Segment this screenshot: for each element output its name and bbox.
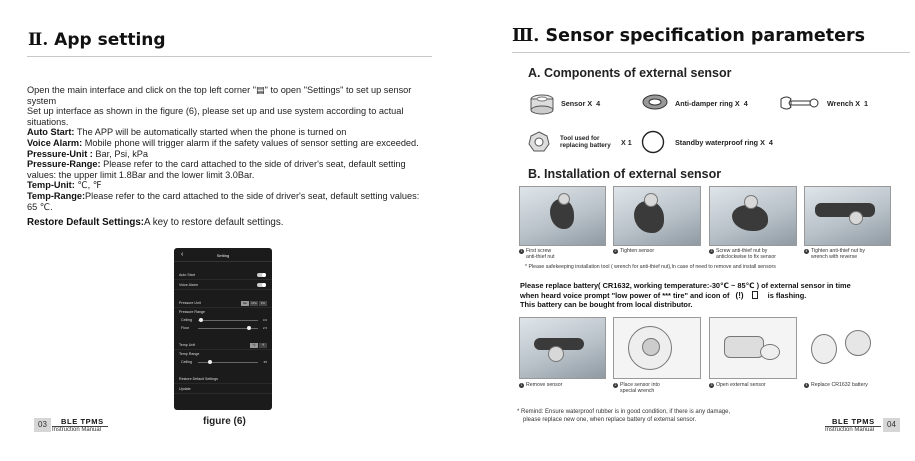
replace-step-2 bbox=[613, 382, 660, 394]
voice-alarm-item bbox=[27, 138, 432, 149]
page-number: 03 bbox=[34, 418, 51, 432]
phone-pressure-range-heading: Pressure Range bbox=[179, 310, 205, 314]
remind-line-2: please replace new one, when replace battery of external sensor. bbox=[523, 417, 697, 423]
step-number: 4 bbox=[805, 249, 808, 253]
temp-range-text: Please refer to the card attached to the side of driver's seat, default setting values: 65 ℃. bbox=[27, 190, 420, 212]
phone-temp-unit-label: Temp Unit bbox=[179, 343, 196, 347]
footer-subtitle: Instruction Manual bbox=[825, 427, 875, 433]
waterproof-ring-icon bbox=[641, 130, 665, 154]
warning-line-2 bbox=[520, 291, 915, 301]
standby-ring-component bbox=[675, 138, 774, 147]
heading-text: App setting bbox=[48, 30, 166, 50]
step-number: 3 bbox=[710, 383, 713, 387]
restore-item bbox=[27, 218, 432, 229]
floor-value: 2.5 bbox=[262, 326, 267, 330]
phone-voice-alarm-row[interactable] bbox=[174, 280, 272, 290]
back-arrow-icon[interactable]: ‹ bbox=[181, 251, 184, 258]
wrench-icon bbox=[779, 95, 819, 111]
replace-step-1 bbox=[519, 382, 562, 388]
step-text: Tighten anti-thief nut by bbox=[811, 248, 866, 254]
phone-temp-unit-row bbox=[174, 340, 272, 350]
wrench-label: Wrench bbox=[827, 99, 854, 108]
step-text-2: special wrench bbox=[620, 388, 655, 395]
pressure-ceiling-row bbox=[174, 316, 272, 324]
pressure-unit-segment[interactable] bbox=[241, 301, 267, 306]
figure-caption: figure (6) bbox=[203, 416, 246, 427]
battery-tool-label-1: Tool used for bbox=[560, 135, 600, 142]
replace-photo-2 bbox=[613, 317, 701, 379]
right-page bbox=[470, 0, 915, 461]
phone-auto-start-row[interactable] bbox=[174, 270, 272, 280]
step-number: 4 bbox=[805, 383, 808, 387]
replace-photo-4 bbox=[804, 317, 891, 379]
restore-label: Restore Default Settings: bbox=[27, 217, 145, 229]
battery-icon bbox=[752, 291, 758, 299]
phone-voice-alarm-label: Voice Alarm bbox=[179, 283, 198, 287]
voice-alarm-text: Mobile phone will trigger alarm if the safety values of sensor setting are exceeded. bbox=[82, 137, 419, 148]
left-page bbox=[0, 0, 457, 461]
step-number: 1 bbox=[520, 383, 523, 387]
low-battery-icon: (!) bbox=[735, 290, 744, 300]
install-photo-3 bbox=[709, 186, 797, 246]
segment-celsius[interactable]: ℃ bbox=[250, 343, 258, 348]
floor-label: Floor bbox=[181, 326, 190, 330]
slider-knob[interactable] bbox=[208, 360, 212, 364]
phone-restore-row[interactable]: Restore Default Settings bbox=[174, 374, 272, 384]
heading-text: Sensor specification parameters bbox=[539, 26, 866, 46]
warning-line-2-text: when heard voice prompt "low power of *** tire" and icon of bbox=[520, 290, 730, 300]
segment-kpa[interactable]: kPa bbox=[251, 301, 257, 305]
replace-photo-1 bbox=[519, 317, 606, 379]
standby-ring-count: X 4 bbox=[760, 138, 774, 147]
step-number: 1 bbox=[520, 249, 523, 253]
pressure-unit-label: Pressure-Unit : bbox=[27, 148, 93, 159]
heading-divider bbox=[512, 52, 910, 53]
intro-line-2: Set up interface as shown in the figure (6), please set up and use system according to actual situations. bbox=[27, 106, 404, 127]
page-number: 04 bbox=[883, 418, 900, 432]
step-number: 2 bbox=[614, 383, 617, 387]
replace-photo-3 bbox=[709, 317, 797, 379]
step-text: Replace CR1632 battery bbox=[811, 382, 868, 388]
slider-knob[interactable] bbox=[199, 318, 203, 322]
heading-roman-numeral: Ⅱ. bbox=[28, 30, 49, 50]
temp-unit-text: ℃, ℉ bbox=[74, 180, 102, 191]
install-photo-2 bbox=[613, 186, 701, 246]
ceiling-value: 3.0 bbox=[262, 318, 267, 322]
anti-damper-label: Anti-damper ring bbox=[675, 99, 733, 108]
remind-line-1: * Remind: Ensure waterproof rubber is in good condition, if there is any damage, bbox=[517, 409, 731, 415]
intro-line-1: Open the main interface and click on the top left corner "▤" to open "Settings" to set up sensor system bbox=[27, 85, 412, 106]
voice-alarm-label: Voice Alarm: bbox=[27, 137, 83, 148]
temp-range-label: Temp-Range: bbox=[27, 190, 86, 201]
phone-pressure-unit-row bbox=[174, 298, 272, 308]
pressure-range-label: Pressure-Range: bbox=[27, 159, 101, 170]
remind-note bbox=[517, 408, 730, 424]
step-text: Remove sensor bbox=[526, 382, 563, 388]
install-step-3 bbox=[709, 248, 776, 260]
app-setting-heading bbox=[28, 30, 166, 50]
phone-update-row[interactable]: Update bbox=[174, 384, 272, 394]
install-step-4 bbox=[804, 248, 865, 260]
temp-range-item bbox=[27, 191, 432, 212]
pressure-unit-text: Bar, Psi, kPa bbox=[92, 148, 149, 159]
warning-line-2-end: is flashing. bbox=[767, 290, 807, 300]
temp-ceiling-slider[interactable] bbox=[198, 362, 258, 363]
restore-text: A key to restore default settings. bbox=[144, 217, 284, 229]
footer-subtitle: Instruction Manual bbox=[52, 427, 102, 433]
pressure-range-item bbox=[27, 159, 432, 180]
footer-title: BLE TPMS bbox=[61, 417, 104, 426]
temp-ceiling-value: 65 bbox=[263, 360, 267, 364]
anti-damper-component bbox=[675, 99, 749, 108]
sensor-count: X 4 bbox=[587, 99, 602, 108]
auto-start-item bbox=[27, 127, 432, 138]
sensor-icon bbox=[528, 92, 556, 116]
step-text-2: anticlockwise to fix sensor bbox=[716, 254, 776, 261]
segment-psi[interactable]: Psi bbox=[260, 301, 266, 305]
phone-temp-range-heading: Temp Range bbox=[179, 352, 200, 356]
pressure-floor-row bbox=[174, 324, 272, 332]
install-photo-4 bbox=[804, 186, 891, 246]
heading-roman-numeral: Ⅲ. bbox=[512, 26, 540, 46]
auto-start-label: Auto Start: bbox=[27, 127, 75, 138]
sensor-label: Sensor bbox=[561, 99, 586, 108]
step-text: Tighten sensor bbox=[620, 248, 655, 254]
wrench-count: X 1 bbox=[855, 99, 870, 108]
replace-step-4 bbox=[804, 382, 868, 388]
install-photo-1 bbox=[519, 186, 606, 246]
step-text: Screw anti-thief nut by bbox=[716, 248, 768, 254]
phone-title-bar bbox=[174, 248, 272, 262]
voice-alarm-toggle[interactable] bbox=[257, 283, 266, 287]
phone-pressure-unit-label: Pressure Unit bbox=[179, 301, 201, 305]
replace-step-3 bbox=[709, 382, 766, 388]
step-text-2: anti-thief nut bbox=[526, 254, 555, 261]
step-text: First screw bbox=[526, 248, 552, 254]
segment-bar[interactable]: bar bbox=[242, 301, 248, 305]
phone-auto-start-label: Auto Start bbox=[179, 273, 195, 277]
step-text: Place sensor into bbox=[620, 382, 660, 388]
step-number: 2 bbox=[614, 249, 617, 253]
wrench-component bbox=[827, 99, 869, 108]
heading-divider bbox=[27, 56, 432, 57]
phone-title: Setting bbox=[216, 253, 230, 258]
standby-ring-label: Standby waterproof ring bbox=[675, 138, 759, 147]
app-setting-body bbox=[27, 85, 432, 229]
step-number: 3 bbox=[710, 249, 713, 253]
pressure-ceiling-slider[interactable] bbox=[198, 320, 258, 321]
anti-damper-count: X 4 bbox=[734, 99, 749, 108]
auto-start-toggle[interactable] bbox=[257, 273, 266, 277]
install-note: * Please safekeeping installation tool ( wrench for anti-thief nut),In case of need to remove and install sensors bbox=[525, 264, 776, 270]
pressure-unit-item bbox=[27, 149, 432, 160]
step-text: Open external sensor bbox=[716, 382, 766, 388]
battery-tool-component bbox=[560, 135, 611, 149]
pressure-floor-slider[interactable] bbox=[198, 328, 258, 329]
install-step-2 bbox=[613, 248, 654, 254]
section-a-title: A. Components of external sensor bbox=[528, 66, 732, 80]
slider-knob[interactable] bbox=[247, 326, 251, 330]
auto-start-text: The APP will be automatically started when the phone is turned on bbox=[74, 127, 347, 138]
ceiling-label: Ceiling bbox=[181, 318, 192, 322]
temp-unit-segment[interactable] bbox=[250, 343, 267, 348]
warning-line-1: Please replace battery( CR1632, working temperature:-30℃ ~ 85℃ ) of external sensor in time bbox=[520, 281, 851, 290]
battery-tool-icon bbox=[528, 131, 550, 153]
sensor-component bbox=[561, 99, 601, 108]
pressure-range-text: Please refer to the card attached to the side of driver's seat, default setting values: the upper limit 1.8Bar and the lower limit 3.0Bar. bbox=[27, 159, 406, 180]
install-step-1 bbox=[519, 248, 555, 260]
battery-tool-label-2: replacing battery bbox=[560, 142, 611, 149]
footer-title: BLE TPMS bbox=[832, 417, 875, 426]
section-b-title: B. Installation of external sensor bbox=[528, 167, 722, 181]
step-text-2: wrench with reverse bbox=[811, 254, 858, 261]
battery-tool-count: X 1 bbox=[621, 138, 632, 147]
temp-unit-item bbox=[27, 180, 432, 191]
segment-fahrenheit[interactable]: ℉ bbox=[259, 343, 267, 348]
phone-settings-screenshot bbox=[174, 248, 272, 410]
anti-damper-ring-icon bbox=[642, 93, 668, 111]
ceiling-label: Ceiling bbox=[181, 360, 192, 364]
sensor-spec-heading bbox=[512, 26, 865, 46]
battery-warning bbox=[520, 281, 915, 310]
warning-line-3: This battery can be bought from local distributor. bbox=[520, 300, 693, 310]
temp-ceiling-row bbox=[174, 358, 272, 366]
temp-unit-label: Temp-Unit: bbox=[27, 180, 75, 191]
